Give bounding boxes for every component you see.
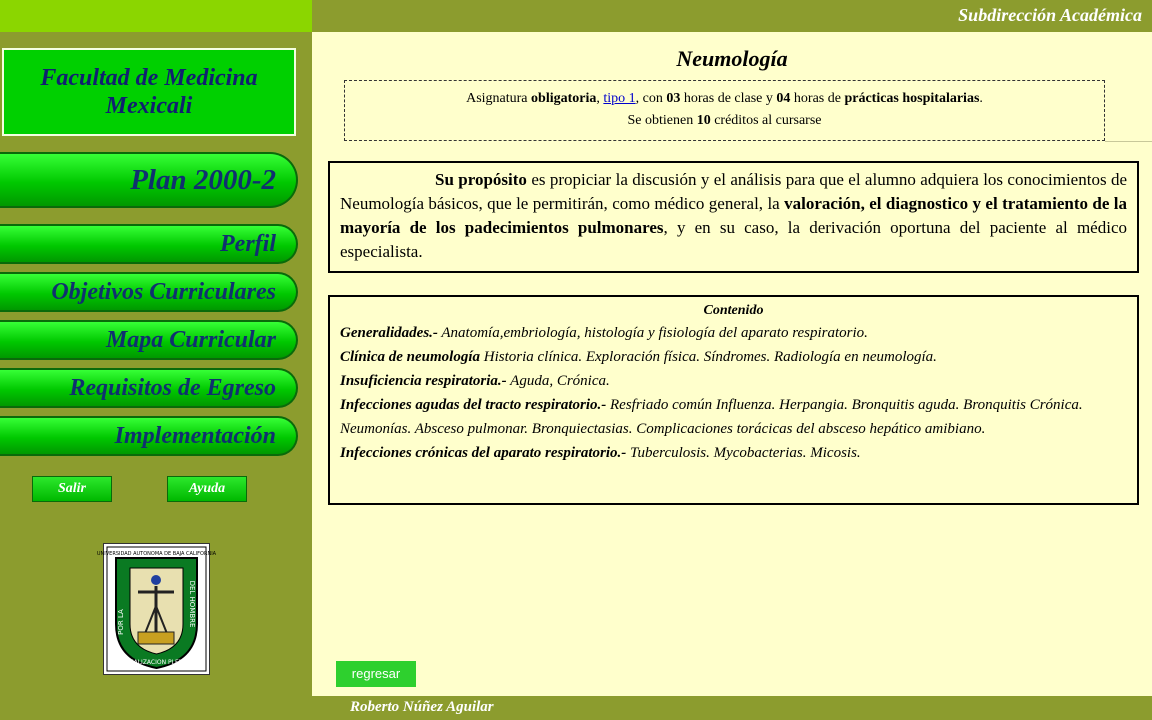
info-text: , con	[635, 91, 667, 106]
info-horas-clase: 03	[666, 91, 681, 106]
content-item-heading: Insuficiencia respiratoria.-	[340, 373, 507, 389]
faculty-title	[2, 48, 296, 136]
content-item-heading: Infecciones agudas del tracto respiratorio.-	[340, 397, 607, 413]
subject-info-box	[344, 80, 1105, 141]
content-title: Contenido	[703, 303, 764, 318]
seal-bottom-text: REALIZACION PLENA	[125, 659, 188, 666]
nav-requisitos-button[interactable]: Requisitos de Egreso	[0, 368, 298, 408]
nav-objetivos-button[interactable]: Objetivos Curriculares	[0, 272, 298, 312]
info-creditos: 10	[696, 113, 711, 128]
content-item-text: Resfriado común Influenza. Herpangia. Bronquitis aguda. Bronquitis Crónica. Neumonías. Absceso pulmonar. Bronquiectasias. Complicaciones torácicas del absceso hepático amibiano.	[340, 397, 1083, 437]
tipo-link[interactable]: tipo 1	[603, 91, 636, 106]
author-name: Roberto Núñez Aguilar	[350, 699, 494, 715]
nav-implementacion-button[interactable]: Implementación	[0, 416, 298, 456]
info-text: Se obtienen	[627, 113, 697, 128]
top-bar	[312, 0, 1152, 32]
content-item	[340, 345, 1127, 369]
content-item-text: Anatomía,embriología, histología y fisiología del aparato respiratorio.	[437, 325, 868, 341]
university-seal-logo	[96, 543, 217, 675]
info-text: .	[979, 91, 983, 106]
info-text: horas de clase y	[680, 91, 777, 106]
salir-button[interactable]: Salir	[32, 476, 112, 502]
faculty-title-line1: Facultad de Medicina	[40, 65, 258, 91]
subject-info-line2	[345, 110, 1104, 132]
content-item-text: Historia clínica. Exploración física. Síndromes. Radiología en neumología.	[480, 349, 937, 365]
content-item	[340, 369, 1127, 393]
info-horas-practica: 04	[776, 91, 791, 106]
regresar-button[interactable]: regresar	[336, 661, 416, 687]
content-item	[340, 441, 1127, 465]
content-item	[340, 321, 1127, 345]
seal-left-text: POR LA	[117, 609, 125, 635]
faculty-title-line2: Mexicali	[105, 93, 193, 119]
content-item	[340, 393, 1127, 441]
purpose-text: es propiciar la discusión y el análisis para que el alumno adquiera los conocimientos de Neumología básicos, que le permitirán, como médico general, la	[340, 170, 1127, 213]
content-item-heading: Clínica de neumología	[340, 349, 481, 365]
seal-emblem-icon	[96, 544, 217, 674]
content-item-heading: Generalidades.-	[340, 325, 438, 341]
page-title: Neumología	[676, 46, 788, 71]
content-item-text: Tuberculosis. Mycobacterias. Micosis.	[626, 445, 861, 461]
seal-top-text: UNIVERSIDAD AUTONOMA DE BAJA CALIFORNIA	[96, 551, 217, 557]
nav-mapa-button[interactable]: Mapa Curricular	[0, 320, 298, 360]
info-text: Asignatura	[466, 91, 532, 106]
seal-right-text: DEL HOMBRE	[188, 580, 196, 628]
info-obligatoria: obligatoria	[531, 91, 597, 106]
nav-perfil-button[interactable]: Perfil	[0, 224, 298, 264]
info-text: ,	[596, 91, 604, 106]
content-item-text: Aguda, Crónica.	[506, 373, 610, 389]
nav-plan-button[interactable]: Plan 2000-2	[0, 152, 298, 208]
purpose-bold: Su propósito	[435, 170, 527, 189]
info-text: créditos al cursarse	[710, 113, 822, 128]
info-text: horas de	[790, 91, 845, 106]
purpose-box	[328, 161, 1139, 273]
info-practicas: prácticas hospitalarias	[844, 91, 980, 106]
content-item-heading: Infecciones crónicas del aparato respiratorio.-	[340, 445, 627, 461]
bottom-bar	[312, 696, 1152, 720]
header-title: Subdirección Académica	[958, 5, 1142, 25]
purpose-bold: valoración, el diagnostico y el tratamiento de la mayoría de los padecimientos pulmonares	[340, 194, 1127, 237]
ayuda-button[interactable]: Ayuda	[167, 476, 247, 502]
purpose-text: , y en su caso, la derivación oportuna del paciente al médico especialista.	[340, 218, 1127, 261]
top-bar-accent	[0, 0, 312, 32]
divider	[1105, 141, 1152, 142]
subject-info-line1	[345, 88, 1104, 110]
content-box	[328, 295, 1139, 505]
